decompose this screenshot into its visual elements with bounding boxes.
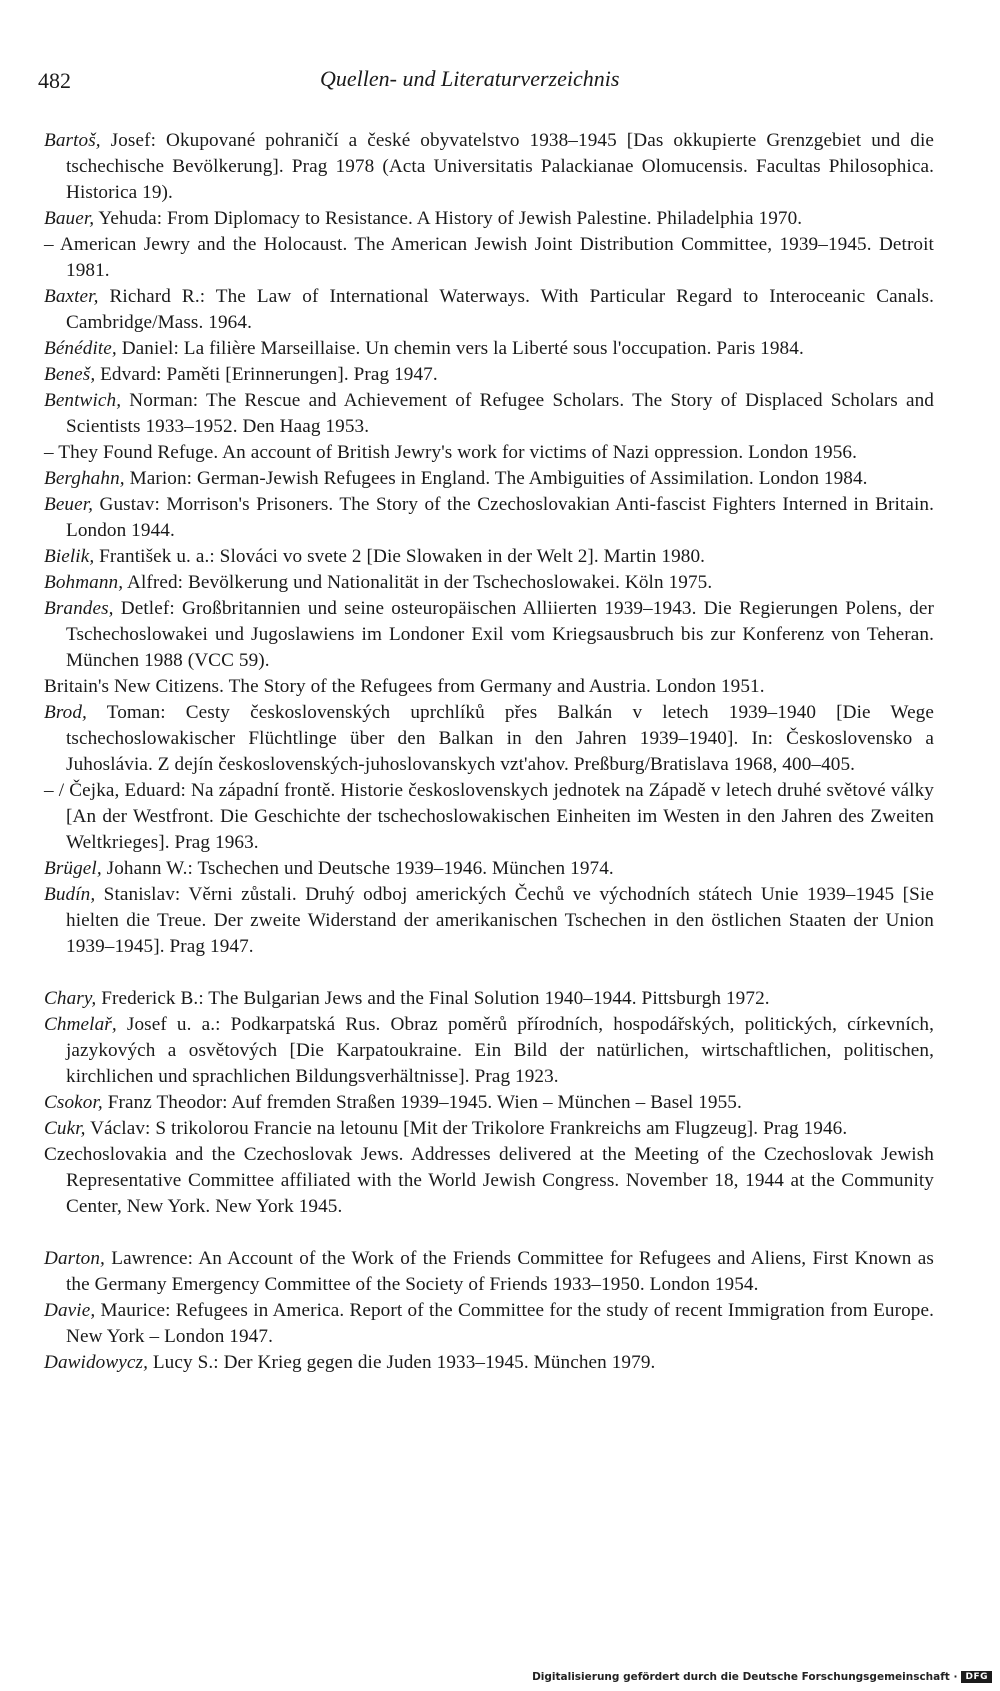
- entry-text: Maurice: Refugees in America. Report of the Committee for the study of recent Immigration from Europe. New York – London 1947.: [66, 1300, 934, 1347]
- bibliography-entry: [44, 570, 934, 596]
- entry-author: Bentwich,: [44, 390, 122, 411]
- bibliography-entry: [44, 674, 934, 700]
- entry-author: Budín,: [44, 884, 96, 905]
- page-number: 482: [38, 68, 71, 93]
- running-title: Quellen- und Literaturverzeichnis: [320, 66, 620, 91]
- entry-author: Bartoš,: [44, 130, 101, 151]
- credit-text: Digitalisierung gefördert durch die Deutsche Forschungsgemeinschaft ·: [532, 1671, 958, 1683]
- entry-author: Brandes,: [44, 598, 114, 619]
- entry-text: Lawrence: An Account of the Work of the Friends Committee for Refugees and Aliens, First Known as the Germany Emergency Committee of the Society of Friends 1933–1950. London 1954.: [66, 1248, 934, 1295]
- bibliography-entry: [44, 700, 934, 778]
- bibliography-section: [44, 128, 934, 960]
- bibliography-section: [44, 986, 934, 1220]
- entry-author: Baxter,: [44, 286, 99, 307]
- entry-text: Toman: Cesty československých uprchlíků přes Balkán v letech 1939–1940 [Die Wege tschechoslowakischer Flüchtlinge über den Balkan in den Jahren 1939–1940]. In: Československo a Juhoslávia. Z dejín československých-juhoslovanskych vzt'ahov. Preßburg/Bratislava 1968, 400–405.: [66, 702, 934, 775]
- entry-text: Detlef: Großbritannien und seine osteuropäischen Alliierten 1939–1943. Die Regierungen Polens, der Tschechoslowakei und Jugoslawiens im Londoner Exil vom Kriegsausbruch bis zur Konferenz von Teheran. München 1988 (VCC 59).: [66, 598, 934, 671]
- bibliography-entry: [44, 206, 934, 232]
- entry-author: Bauer,: [44, 208, 95, 229]
- bibliography-entry: [44, 986, 934, 1012]
- bibliography: [44, 128, 934, 1376]
- entry-text: Václav: S trikolorou Francie na letounu [Mit der Trikolore Frankreichs am Flugzeug]. Prag 1946.: [85, 1118, 848, 1139]
- entry-text: Britain's New Citizens. The Story of the Refugees from Germany and Austria. London 1951.: [44, 676, 765, 697]
- entry-text: Marion: German-Jewish Refugees in England. The Ambiguities of Assimilation. London 1984.: [124, 468, 868, 489]
- entry-text: Johann W.: Tschechen und Deutsche 1939–1946. München 1974.: [101, 858, 614, 879]
- entry-text: Czechoslovakia and the Czechoslovak Jews. Addresses delivered at the Meeting of the Czechoslovak Jewish Representative Committee affiliated with the World Jewish Congress. November 18, 1944 at the Community Center, New York. New York 1945.: [44, 1144, 934, 1217]
- bibliography-entry: [44, 1350, 934, 1376]
- entry-author: Chary,: [44, 988, 97, 1009]
- entry-author: Beneš,: [44, 364, 96, 385]
- bibliography-entry: [44, 1142, 934, 1220]
- entry-author: Bielik,: [44, 546, 95, 567]
- entry-text: Alfred: Bevölkerung und Nationalität in der Tschechoslowakei. Köln 1975.: [123, 572, 713, 593]
- bibliography-section: [44, 1246, 934, 1376]
- bibliography-entry: [44, 596, 934, 674]
- entry-text: Josef u. a.: Podkarpatská Rus. Obraz poměrů přírodních, hospodářských, politických, církevních, jazykových a osvětových [Die Karpatoukraine. Ein Bild der natürlichen, wirtschaftlichen, politischen, kirchlichen und sprachlichen Bildungsverhältnisse]. Prag 1923.: [66, 1014, 934, 1087]
- entry-text: Norman: The Rescue and Achievement of Refugee Scholars. The Story of Displaced Scholars and Scientists 1933–1952. Den Haag 1953.: [66, 390, 934, 437]
- entry-text: František u. a.: Slováci vo svete 2 [Die Slowaken in der Welt 2]. Martin 1980.: [94, 546, 706, 567]
- entry-text: Lucy S.: Der Krieg gegen die Juden 1933–1945. München 1979.: [147, 1352, 656, 1373]
- bibliography-entry: [44, 440, 934, 466]
- bibliography-entry: [44, 778, 934, 856]
- bibliography-entry: [44, 1298, 934, 1350]
- entry-author: Cukr,: [44, 1118, 86, 1139]
- entry-author: Brügel,: [44, 858, 102, 879]
- bibliography-entry: [44, 466, 934, 492]
- entry-author: Csokor,: [44, 1092, 103, 1113]
- entry-author: Bohmann,: [44, 572, 124, 593]
- bibliography-entry: [44, 492, 934, 544]
- entry-text: Stanislav: Věrni zůstali. Druhý odboj amerických Čechů ve východních státech Unie 1939–1945 [Sie hielten die Treue. Der zweite Widerstand der amerikanischen Tschechen in den östlichen Staaten der Union 1939–1945]. Prag 1947.: [66, 884, 934, 957]
- bibliography-entry: [44, 284, 934, 336]
- entry-text: Richard R.: The Law of International Waterways. With Particular Regard to Interoceanic Canals. Cambridge/Mass. 1964.: [66, 286, 934, 333]
- bibliography-entry: [44, 362, 934, 388]
- entry-author: Darton,: [44, 1248, 105, 1269]
- entry-author: Berghahn,: [44, 468, 125, 489]
- entry-author: Chmelař,: [44, 1014, 117, 1035]
- bibliography-entry: [44, 1246, 934, 1298]
- entry-text: Yehuda: From Diplomacy to Resistance. A History of Jewish Palestine. Philadelphia 1970.: [94, 208, 803, 229]
- bibliography-entry: [44, 232, 934, 284]
- entry-author: Brod,: [44, 702, 87, 723]
- entry-text: – They Found Refuge. An account of British Jewry's work for victims of Nazi oppression. London 1956.: [44, 442, 857, 463]
- bibliography-entry: [44, 1090, 934, 1116]
- entry-author: Beuer,: [44, 494, 94, 515]
- entry-text: Gustav: Morrison's Prisoners. The Story of the Czechoslovakian Anti-fascist Fighters Interned in Britain. London 1944.: [66, 494, 934, 541]
- entry-text: Daniel: La filière Marseillaise. Un chemin vers la Liberté sous l'occupation. Paris 1984.: [116, 338, 804, 359]
- bibliography-entry: [44, 544, 934, 570]
- digitization-credit: [532, 1671, 992, 1683]
- entry-author: Bénédite,: [44, 338, 117, 359]
- entry-text: – American Jewry and the Holocaust. The American Jewish Joint Distribution Committee, 1939–1945. Detroit 1981.: [44, 234, 934, 281]
- bibliography-entry: [44, 1012, 934, 1090]
- bibliography-entry: [44, 128, 934, 206]
- bibliography-entry: [44, 336, 934, 362]
- entry-author: Davie,: [44, 1300, 96, 1321]
- entry-text: Josef: Okupované pohraničí a české obyvatelstvo 1938–1945 [Das okkupierte Grenzgebiet und die tschechische Bevölkerung]. Prag 1978 (Acta Universitatis Palackianae Olomucensis. Facultas Philosophica. Historica 19).: [66, 130, 934, 203]
- entry-text: – / Čejka, Eduard: Na západní frontě. Historie československych jednotek na Západě v letech druhé světové války [An der Westfront. Die Geschichte der tschechoslowakischen Einheiten im Westen in den Jahren des Zweiten Weltkrieges]. Prag 1963.: [44, 780, 934, 853]
- entry-text: Frederick B.: The Bulgarian Jews and the Final Solution 1940–1944. Pittsburgh 1972.: [96, 988, 770, 1009]
- entry-author: Dawidowycz,: [44, 1352, 148, 1373]
- bibliography-entry: [44, 882, 934, 960]
- entry-text: Edvard: Paměti [Erinnerungen]. Prag 1947.: [95, 364, 438, 385]
- dfg-logo: DFG: [961, 1671, 992, 1683]
- entry-text: Franz Theodor: Auf fremden Straßen 1939–1945. Wien – München – Basel 1955.: [102, 1092, 742, 1113]
- bibliography-entry: [44, 856, 934, 882]
- bibliography-entry: [44, 1116, 934, 1142]
- bibliography-entry: [44, 388, 934, 440]
